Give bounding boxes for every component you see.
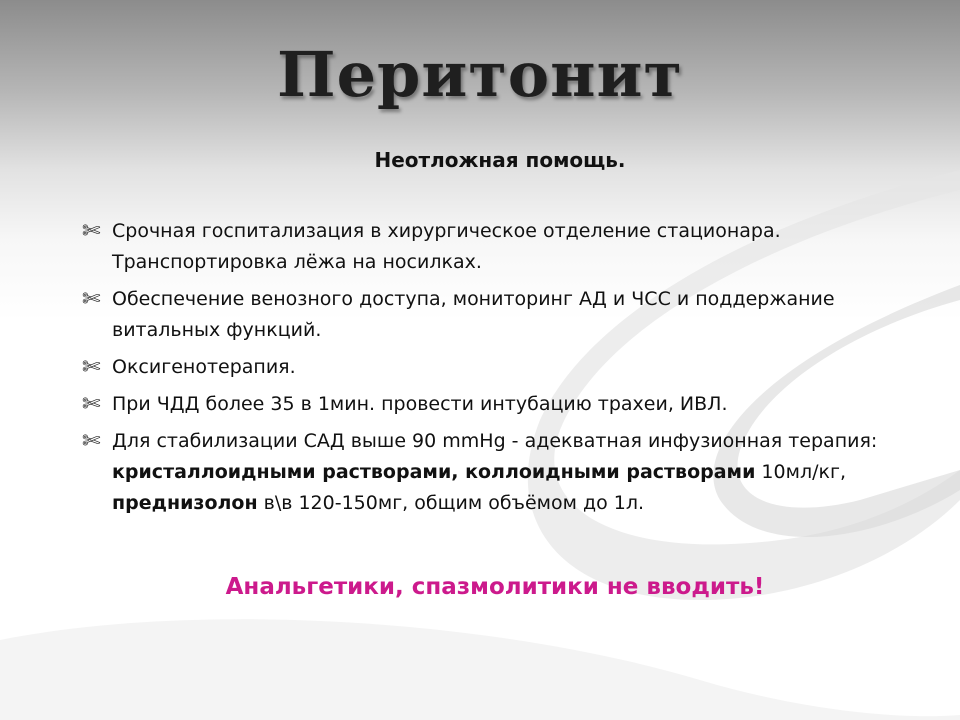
- scissors-icon: ✄: [82, 429, 101, 454]
- list-item: [82, 389, 912, 420]
- scissors-icon: ✄: [82, 219, 101, 244]
- list-item-bold-text: преднизолон: [112, 492, 258, 514]
- list-item: [82, 284, 912, 346]
- list-item: [82, 426, 912, 519]
- list-item-text: Обеспечение венозного доступа, мониторинг АД и ЧСС и поддержание витальных функций.: [112, 288, 835, 341]
- scissors-icon: ✄: [82, 355, 101, 380]
- list-item-text: При ЧДД более 35 в 1мин. провести интубацию трахеи, ИВЛ.: [112, 393, 728, 415]
- scissors-icon: ✄: [82, 287, 101, 312]
- list-item-text: Срочная госпитализация в хирургическое отделение стационара. Транспортировка лёжа на носилках.: [112, 220, 781, 273]
- list-item: [82, 216, 912, 278]
- list-item-text: Оксигенотерапия.: [112, 356, 296, 378]
- list-item-text: 10мл/кг,: [755, 461, 846, 483]
- list-item-bold-text: кристаллоидными растворами, коллоидными растворами: [112, 461, 756, 483]
- list-item-text: Для стабилизации САД выше 90 mmHg - адекватная инфузионная терапия:: [112, 430, 878, 452]
- list-item: [82, 352, 912, 383]
- list-item-text: в\в 120-150мг, общим объёмом до 1л.: [257, 492, 645, 514]
- bullet-list: [82, 216, 912, 525]
- page-title: Перитонит: [277, 38, 683, 111]
- slide-subtitle: Неотложная помощь.: [374, 148, 626, 172]
- scissors-icon: ✄: [82, 392, 101, 417]
- warning-text: Анальгетики, спазмолитики не вводить!: [225, 574, 765, 600]
